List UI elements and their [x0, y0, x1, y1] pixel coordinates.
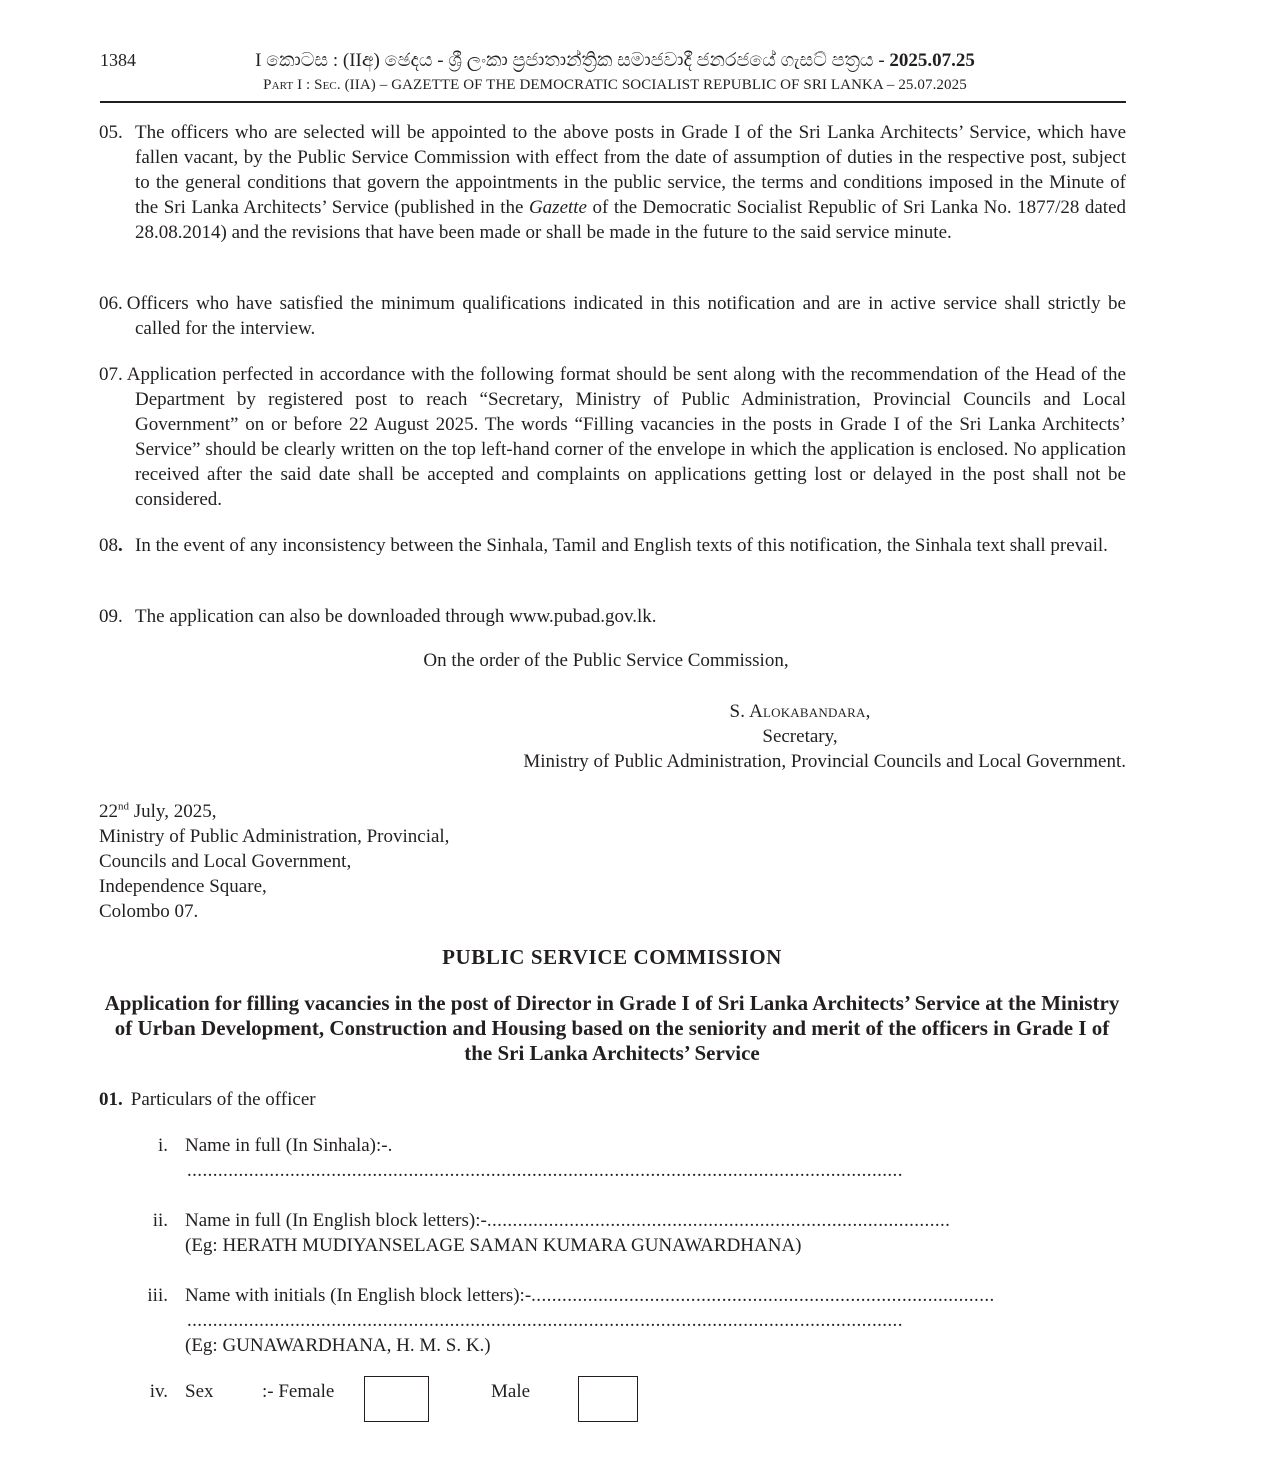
address-block — [99, 799, 449, 924]
paragraph-number: 07. — [99, 364, 123, 385]
address-line-3: Independence Square, — [99, 876, 267, 897]
item-iv-label: Sex — [185, 1381, 214, 1402]
item-ii-roman: ii. — [152, 1210, 168, 1231]
item-ii-label: Name in full (In English block letters):- — [185, 1210, 487, 1231]
paragraph-text: The officers who are selected will be appointed to the above posts in Grade I of the Sri Lanka Architects’ Service, which have fallen vacant, by the Public Service Commission with effect from the date of assumption of duties in the respective post, subject to the general conditions that govern the appointments in the public service, the terms and conditions imposed in the Minute of the Sri Lanka Architects’ Service (published in the — [135, 122, 1126, 218]
paragraph-number: 06. — [99, 293, 123, 314]
address-date-rest: July, 2025, — [129, 801, 217, 822]
section-number: 01. — [99, 1089, 123, 1110]
item-iii-fill-line-2[interactable]: ........................................................................................................................................... — [187, 1310, 903, 1331]
item-iii-label: Name with initials (In English block letters):- — [185, 1285, 532, 1306]
address-line-2: Councils and Local Government, — [99, 851, 352, 872]
signatory-name: S. Alokabandara, — [729, 701, 871, 722]
item-i-label: Name in full (In Sinhala):-. — [185, 1135, 393, 1156]
item-iii-row — [185, 1285, 995, 1307]
address-date — [99, 799, 449, 824]
header-rule — [100, 101, 1126, 103]
gazette-header-sinhala-text: I කොටස : (IIඅ) ඡෙදය - ශ්‍රී ලංකා ප්‍රජාතාන්ත්‍රික සමාජවාදී ජනරජයේ ගැසට් පත්‍රය - — [255, 50, 890, 71]
address-date-day: 22 — [99, 801, 118, 822]
item-ii-fill-line[interactable]: .......................................................................................... — [486, 1210, 951, 1231]
page-number: 1384 — [100, 50, 136, 70]
address-line-1: Ministry of Public Administration, Provincial, — [99, 826, 450, 847]
signatory-ministry: Ministry of Public Administration, Provincial Councils and Local Government. — [523, 751, 1126, 772]
header-part-rest: I : — [293, 77, 315, 93]
item-iii-fill-line[interactable]: .......................................................................................... — [531, 1285, 995, 1306]
paragraph-number: 09. — [99, 606, 123, 627]
gazette-header-english — [0, 77, 1230, 94]
item-ii-example: (Eg: HERATH MUDIYANSELAGE SAMAN KUMARA GUNAWARDHANA) — [185, 1235, 802, 1256]
paragraph-07 — [99, 362, 1126, 512]
header-part-word: Part — [263, 77, 294, 93]
paragraph-09 — [99, 604, 1126, 629]
header-sec-word: Sec. — [314, 77, 341, 93]
item-i-fill-line[interactable]: ........................................................................................................................................... — [187, 1160, 903, 1181]
address-line-4: Colombo 07. — [99, 901, 199, 922]
header-english-rest: (IIA) – GAZETTE OF THE DEMOCRATIC SOCIALIST REPUBLIC OF SRI LANKA – 25.07.2025 — [340, 77, 967, 93]
paragraph-text: Officers who have satisfied the minimum qualifications indicated in this notification and are in active service shall strictly be called for the interview. — [126, 293, 1126, 339]
sex-male-checkbox[interactable] — [578, 1376, 638, 1422]
item-iii-roman: iii. — [147, 1285, 168, 1306]
paragraph-text-cont: of the Democratic Socialist Republic of Sri Lanka No. 1877/28 dated 28.08.2014) and the revisions that have been made or shall be made in the future to the said service minute. — [135, 197, 1127, 243]
paragraph-text: Application perfected in accordance with the following format should be sent along with the recommendation of the Head of the Department by registered post to reach “Secretary, Ministry of Public Administration, Provincial Councils and Local Government” on or before 22 August 2025. The words “Filling vacancies in the posts in Grade I of the Sri Lanka Architects’ Service” should be clearly written on the top left-hand corner of the envelope in which the application is enclosed. No application received after the said date shall be accepted and complaints on applications getting lost or delayed in the post shall not be considered. — [126, 364, 1126, 510]
gazette-italic-word: Gazette — [528, 197, 587, 218]
gazette-header-date: 2025.07.25 — [889, 50, 975, 71]
order-line: On the order of the Public Service Commission, — [423, 650, 789, 671]
item-iii-example: (Eg: GUNAWARDHANA, H. M. S. K.) — [185, 1335, 491, 1356]
paragraph-08 — [99, 533, 1126, 558]
gazette-header-sinhala — [0, 50, 1230, 72]
sex-male-label: Male — [491, 1381, 531, 1402]
paragraph-number-dot: . — [118, 535, 123, 556]
section-01 — [99, 1089, 316, 1111]
item-ii-row — [185, 1210, 950, 1232]
paragraph-06 — [99, 291, 1126, 341]
signatory-title: Secretary, — [762, 726, 838, 747]
paragraph-number: 05. — [99, 122, 123, 143]
paragraph-number-digits: 08 — [99, 535, 118, 556]
sex-female-label: :- Female — [262, 1381, 335, 1402]
item-iv-roman: iv. — [149, 1381, 168, 1402]
paragraph-text: In the event of any inconsistency between the Sinhala, Tamil and English texts of this notification, the Sinhala text shall prevail. — [135, 535, 1108, 556]
application-title: Application for filling vacancies in the post of Director in Grade I of Sri Lanka Architects’ Service at the Ministry of Urban Development, Construction and Housing based on the seniority and merit of the officers in Grade I of the Sri Lanka Architects’ Service — [104, 991, 1120, 1065]
sex-female-checkbox[interactable] — [364, 1376, 429, 1422]
paragraph-number — [99, 533, 135, 558]
paragraph-text: The application can also be downloaded through www.pubad.gov.lk. — [135, 606, 657, 627]
address-date-suffix: nd — [118, 800, 129, 813]
section-label: Particulars of the officer — [130, 1089, 316, 1110]
paragraph-05 — [99, 120, 1126, 245]
commission-title: PUBLIC SERVICE COMMISSION — [442, 945, 782, 969]
item-i-roman: i. — [157, 1135, 168, 1156]
